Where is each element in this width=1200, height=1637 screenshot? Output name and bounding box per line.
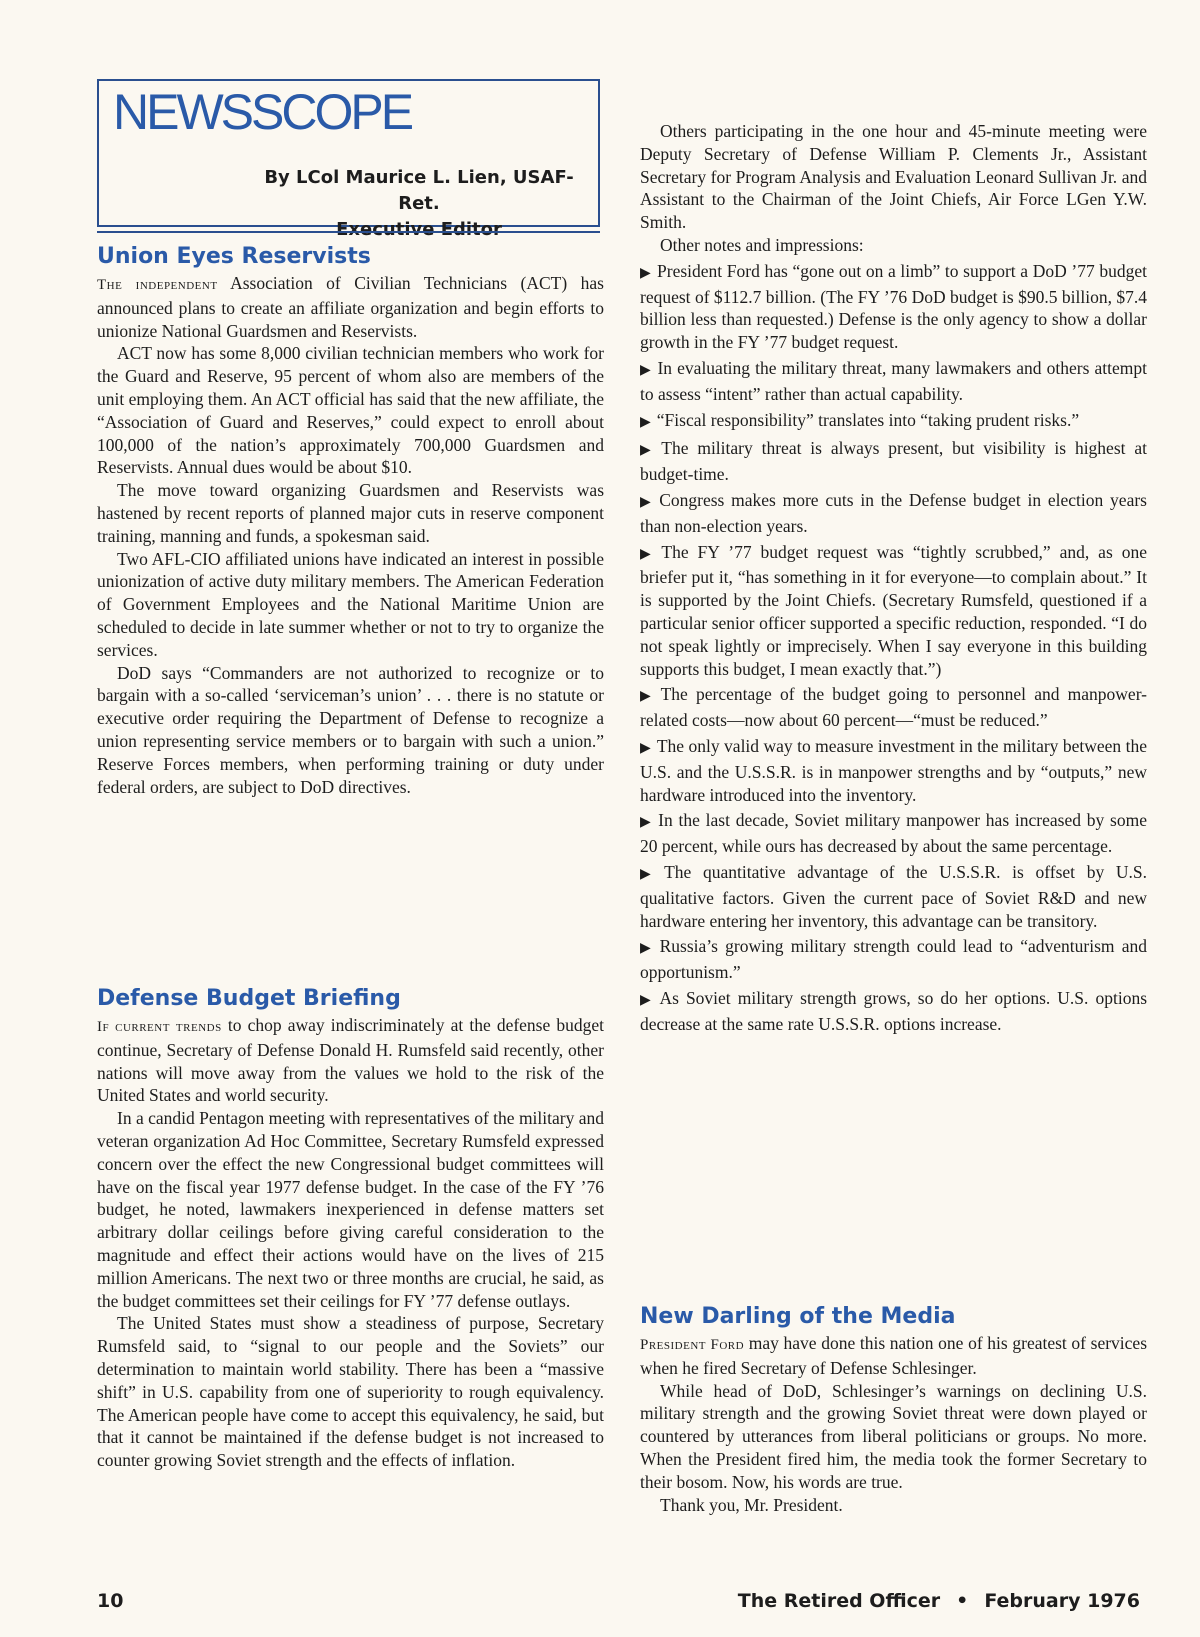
page-number: 10	[97, 1590, 124, 1612]
note-item	[640, 541, 1147, 681]
budget-paragraph-4: Others participating in the one hour and 45-minute meeting were Deputy Secretary of Defense William P. Clements Jr., Assistant Secretary for Program Analysis and Evaluation Leonard Sullivan Jr. and Assistant to the Chairman of the Joint Chiefs, Air Force LGen Y.W. Smith.	[640, 121, 1147, 233]
note-item	[640, 357, 1147, 406]
union-section	[97, 242, 604, 798]
note-text: The FY ’77 budget request was “tightly scrubbed,” and, as one briefer put it, “has something in it for everyone—to complain about.” It is supported by the Joint Chiefs. (Secretary Rumsfeld, questioned if a particular senior officer supported a specific reduction, responded. “I do not speak lightly or imprecisely. When I say everyone in this building supports this budget, I mean exactly that.”)	[640, 541, 1147, 679]
note-text: “Fiscal responsibility” translates into “taking prudent risks.”	[656, 409, 1080, 430]
note-item	[640, 987, 1147, 1036]
note-item	[640, 437, 1147, 486]
notes-list	[640, 260, 1147, 1036]
triangle-bullet-icon: ▶	[640, 546, 656, 562]
media-paragraph-3: Thank you, Mr. President.	[660, 1494, 843, 1515]
union-paragraph-5: DoD says “Commanders are not authorized to recognize or to bargain with a so-called ‘serviceman’s union’ . . . there is no statute or executive order requiring the Department of Defense to recognize a union representing service members or to bargain with such a union.” Reserve Forces members, when performing training or duty under federal orders, are subject to DoD directives.	[97, 662, 604, 797]
media-paragraph-2: While head of DoD, Schlesinger’s warnings on declining U.S. military strength and the growing Soviet threat were down played or countered by utterances from liberal politicians or groups. No more. When the President fired him, the media took the former Secretary to their bosom. Now, his words are true.	[640, 1380, 1147, 1492]
union-paragraph-1	[97, 272, 604, 342]
triangle-bullet-icon: ▶	[640, 815, 653, 831]
media-lead-caps: President Ford	[640, 1337, 745, 1353]
triangle-bullet-icon: ▶	[640, 414, 651, 430]
note-text: In the last decade, Soviet military manpower has increased by some 20 percent, while ours has decreased by about the same percentage.	[640, 810, 1147, 857]
triangle-bullet-icon: ▶	[640, 494, 654, 510]
budget-section	[97, 984, 604, 1472]
note-text: In evaluating the military threat, many lawmakers and others attempt to assess “intent” rather than actual capability.	[640, 357, 1147, 404]
budget-heading: Defense Budget Briefing	[97, 986, 401, 1011]
media-p1-text: may have done this nation one of his greatest of services when he fired Secretary of Defense Schlesinger.	[640, 1333, 1147, 1378]
newsscope-logo: NEWSSCOPE	[113, 84, 412, 140]
note-item	[640, 489, 1147, 538]
footer-publication	[730, 1590, 1148, 1612]
note-text: Congress makes more cuts in the Defense budget in election years than non-election years.	[640, 489, 1147, 536]
note-item	[640, 735, 1147, 806]
author-line: By LCol Maurice L. Lien, USAF-Ret.	[264, 167, 574, 214]
budget-paragraph-3: The United States must show a steadiness of purpose, Secretary Rumsfeld said, to “signal to our people and the Soviets” our determination to maintain world stability. There has been a “massive shift” in U.S. capability from one of superiority to rough equivalency. The American people have come to accept this equivalency, he said, but that it cannot be maintained if the defense budget is not increased to counter growing Soviet strength and the effects of inflation.	[97, 1313, 604, 1471]
triangle-bullet-icon: ▶	[640, 689, 655, 705]
note-text: President Ford has “gone out on a limb” to support a DoD ’77 budget request of $112.7 billion. (The FY ’76 DoD budget is $90.5 billion, $7.4 billion less than requested.) Defense is the only agency to show a dollar growth in the FY ’77 budget request.	[640, 260, 1147, 353]
note-item	[640, 409, 1147, 435]
note-item	[640, 935, 1147, 984]
triangle-bullet-icon: ▶	[640, 992, 654, 1008]
note-item	[640, 809, 1147, 858]
note-text: The quantitative advantage of the U.S.S.R. is offset by U.S. qualitative factors. Given the current pace of Soviet R&D and new hardware entering her inventory, this advantage can be transitory.	[640, 861, 1147, 931]
media-heading: New Darling of the Media	[640, 1304, 956, 1329]
union-lead-caps: The independent	[97, 277, 218, 293]
media-section	[640, 1302, 1147, 1516]
budget-continued	[640, 120, 1147, 1035]
issue-date: February 1976	[984, 1590, 1140, 1612]
masthead-rule	[97, 231, 600, 233]
note-item	[640, 861, 1147, 932]
triangle-bullet-icon: ▶	[640, 443, 656, 459]
budget-paragraph-5: Other notes and impressions:	[660, 234, 864, 255]
budget-paragraph-1	[97, 1014, 604, 1107]
union-p1-text: Association of Civilian Technicians (ACT) has announced plans to create an affiliate organization and begin efforts to unionize National Guardsmen and Reservists.	[97, 273, 604, 341]
triangle-bullet-icon: ▶	[640, 362, 652, 378]
budget-lead-caps: If current trends	[97, 1019, 222, 1035]
note-item	[640, 260, 1147, 354]
triangle-bullet-icon: ▶	[640, 265, 652, 281]
budget-p1-text: to chop away indiscriminately at the defense budget continue, Secretary of Defense Donald H. Rumsfeld said recently, other nations will move away from the values we hold to the risk of the United States and world security.	[97, 1015, 605, 1106]
union-paragraph-3: The move toward organizing Guardsmen and Reservists was hastened by recent reports of planned major cuts in reserve component training, manning and funds, a spokesman said.	[97, 480, 604, 546]
note-text: The percentage of the budget going to personnel and manpower-related costs—now about 60 percent—“must be reduced.”	[640, 684, 1147, 731]
triangle-bullet-icon: ▶	[640, 740, 651, 756]
union-paragraph-2: ACT now has some 8,000 civilian technician members who work for the Guard and Reserve, 95 percent of whom also are members of the unit employing them. An ACT official has said that the new affiliate, the “Association of Guard and Reserves,” could expect to enroll about 100,000 of the nation’s approximately 700,000 Guardsmen and Reservists. Annual dues would be about $10.	[97, 343, 604, 478]
note-text: The only valid way to measure investment in the military between the U.S. and the U.S.S.R. is in manpower strengths and by “outputs,” new hardware introduced into the inventory.	[640, 735, 1147, 805]
triangle-bullet-icon: ▶	[640, 941, 654, 957]
triangle-bullet-icon: ▶	[640, 866, 659, 882]
note-text: The military threat is always present, but visibility is highest at budget-time.	[640, 438, 1147, 485]
union-heading: Union Eyes Reservists	[97, 244, 371, 269]
union-paragraph-4: Two AFL-CIO affiliated unions have indicated an interest in possible unionization of active duty military members. The American Federation of Government Employees and the National Maritime Union are scheduled to decide in late summer whether or not to try to organize the services.	[97, 548, 604, 660]
note-text: As Soviet military strength grows, so do her options. U.S. options decrease at the same rate U.S.S.R. options increase.	[640, 987, 1147, 1034]
media-paragraph-1	[640, 1332, 1147, 1380]
budget-paragraph-2: In a candid Pentagon meeting with representatives of the military and veteran organization Ad Hoc Committee, Secretary Rumsfeld expressed concern over the effect the new Congressional budget committees will have on the fiscal year 1977 defense budget. In the case of the FY ’76 budget, he noted, lawmakers inexperienced in defense matters set arbitrary dollar ceilings before giving careful consideration to the magnitude and effect their actions would have on the lives of 215 million Americans. The next two or three months are crucial, he said, as the budget committees set their ceilings for FY ’77 defense outlays.	[97, 1108, 604, 1311]
footer-bullet: •	[956, 1590, 969, 1612]
note-text: Russia’s growing military strength could lead to “adventurism and opportunism.”	[640, 936, 1147, 983]
author-role: Executive Editor	[336, 219, 502, 240]
note-item	[640, 683, 1147, 732]
publication-name: The Retired Officer	[737, 1590, 941, 1612]
masthead-box	[97, 79, 600, 240]
